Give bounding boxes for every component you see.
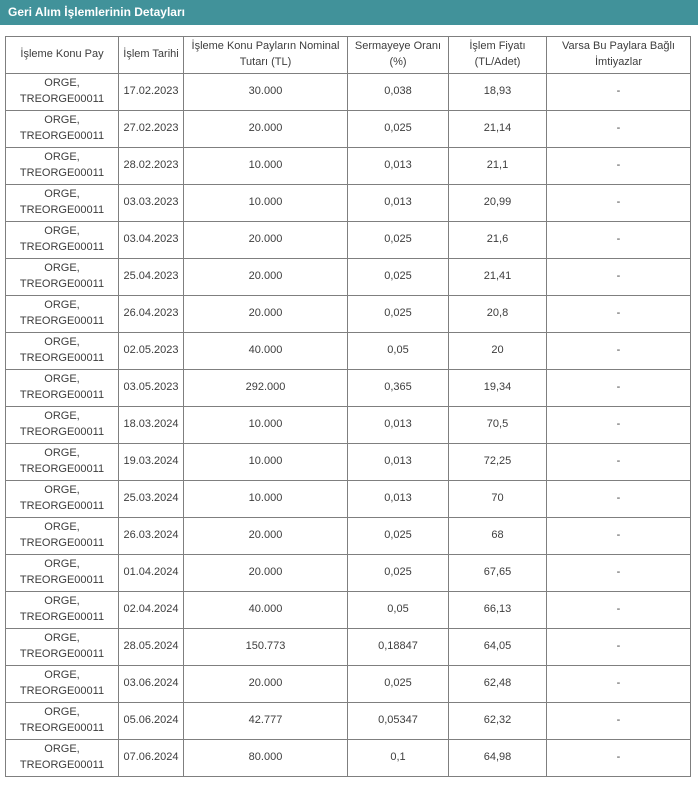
cell-date: 05.06.2024 [119, 702, 184, 739]
cell-price: 64,98 [449, 739, 547, 776]
cell-share: ORGE, TREORGE00011 [6, 110, 119, 147]
cell-privileges: - [547, 443, 691, 480]
cell-nominal: 10.000 [184, 480, 348, 517]
cell-ratio: 0,013 [348, 443, 449, 480]
cell-date: 28.02.2023 [119, 147, 184, 184]
cell-date: 19.03.2024 [119, 443, 184, 480]
cell-privileges: - [547, 110, 691, 147]
cell-share: ORGE, TREORGE00011 [6, 554, 119, 591]
cell-date: 03.03.2023 [119, 184, 184, 221]
cell-share: ORGE, TREORGE00011 [6, 591, 119, 628]
cell-share: ORGE, TREORGE00011 [6, 221, 119, 258]
cell-price: 72,25 [449, 443, 547, 480]
table-header-row [6, 37, 691, 74]
cell-share: ORGE, TREORGE00011 [6, 739, 119, 776]
table-row [6, 628, 691, 665]
cell-nominal: 42.777 [184, 702, 348, 739]
cell-nominal: 10.000 [184, 406, 348, 443]
cell-privileges: - [547, 295, 691, 332]
cell-nominal: 150.773 [184, 628, 348, 665]
cell-nominal: 40.000 [184, 591, 348, 628]
cell-share: ORGE, TREORGE00011 [6, 480, 119, 517]
section-title: Geri Alım İşlemlerinin Detayları [8, 5, 185, 19]
table-row [6, 554, 691, 591]
cell-privileges: - [547, 554, 691, 591]
cell-privileges: - [547, 739, 691, 776]
table-row [6, 443, 691, 480]
column-header-nominal: İşleme Konu Payların Nominal Tutarı (TL) [184, 37, 348, 74]
cell-date: 02.04.2024 [119, 591, 184, 628]
cell-ratio: 0,025 [348, 554, 449, 591]
cell-share: ORGE, TREORGE00011 [6, 147, 119, 184]
cell-nominal: 20.000 [184, 295, 348, 332]
cell-privileges: - [547, 517, 691, 554]
cell-share: ORGE, TREORGE00011 [6, 665, 119, 702]
cell-ratio: 0,18847 [348, 628, 449, 665]
cell-ratio: 0,025 [348, 665, 449, 702]
cell-privileges: - [547, 258, 691, 295]
cell-date: 03.06.2024 [119, 665, 184, 702]
cell-date: 26.04.2023 [119, 295, 184, 332]
cell-privileges: - [547, 628, 691, 665]
cell-nominal: 40.000 [184, 332, 348, 369]
cell-nominal: 20.000 [184, 665, 348, 702]
cell-price: 68 [449, 517, 547, 554]
cell-privileges: - [547, 480, 691, 517]
cell-price: 21,6 [449, 221, 547, 258]
cell-price: 20,8 [449, 295, 547, 332]
cell-date: 25.04.2023 [119, 258, 184, 295]
cell-share: ORGE, TREORGE00011 [6, 628, 119, 665]
table-row [6, 184, 691, 221]
cell-ratio: 0,025 [348, 258, 449, 295]
cell-share: ORGE, TREORGE00011 [6, 406, 119, 443]
cell-price: 66,13 [449, 591, 547, 628]
cell-nominal: 20.000 [184, 554, 348, 591]
cell-date: 01.04.2024 [119, 554, 184, 591]
table-row [6, 369, 691, 406]
table-row [6, 73, 691, 110]
cell-nominal: 20.000 [184, 221, 348, 258]
cell-ratio: 0,013 [348, 480, 449, 517]
cell-nominal: 10.000 [184, 184, 348, 221]
cell-share: ORGE, TREORGE00011 [6, 443, 119, 480]
column-header-share: İşleme Konu Pay [6, 37, 119, 74]
cell-privileges: - [547, 221, 691, 258]
table-row [6, 517, 691, 554]
cell-price: 21,1 [449, 147, 547, 184]
cell-ratio: 0,013 [348, 406, 449, 443]
cell-privileges: - [547, 702, 691, 739]
cell-nominal: 20.000 [184, 517, 348, 554]
cell-nominal: 30.000 [184, 73, 348, 110]
cell-privileges: - [547, 332, 691, 369]
cell-price: 21,41 [449, 258, 547, 295]
cell-share: ORGE, TREORGE00011 [6, 73, 119, 110]
section-title-bar [0, 0, 698, 25]
cell-date: 02.05.2023 [119, 332, 184, 369]
cell-price: 62,32 [449, 702, 547, 739]
cell-privileges: - [547, 406, 691, 443]
table-row [6, 591, 691, 628]
cell-date: 03.04.2023 [119, 221, 184, 258]
cell-date: 25.03.2024 [119, 480, 184, 517]
table-row [6, 110, 691, 147]
cell-nominal: 20.000 [184, 110, 348, 147]
cell-date: 18.03.2024 [119, 406, 184, 443]
cell-ratio: 0,013 [348, 184, 449, 221]
cell-price: 21,14 [449, 110, 547, 147]
column-header-ratio: Sermayeye Oranı (%) [348, 37, 449, 74]
table-row [6, 258, 691, 295]
cell-privileges: - [547, 147, 691, 184]
cell-date: 27.02.2023 [119, 110, 184, 147]
cell-price: 18,93 [449, 73, 547, 110]
cell-date: 03.05.2023 [119, 369, 184, 406]
cell-ratio: 0,025 [348, 517, 449, 554]
cell-privileges: - [547, 591, 691, 628]
cell-nominal: 292.000 [184, 369, 348, 406]
cell-ratio: 0,05 [348, 332, 449, 369]
table-row [6, 295, 691, 332]
cell-nominal: 20.000 [184, 258, 348, 295]
table-body [6, 73, 691, 776]
cell-share: ORGE, TREORGE00011 [6, 369, 119, 406]
cell-date: 28.05.2024 [119, 628, 184, 665]
table-row [6, 665, 691, 702]
cell-ratio: 0,1 [348, 739, 449, 776]
cell-price: 19,34 [449, 369, 547, 406]
cell-share: ORGE, TREORGE00011 [6, 702, 119, 739]
cell-price: 20 [449, 332, 547, 369]
cell-ratio: 0,05347 [348, 702, 449, 739]
column-header-privileges: Varsa Bu Paylara Bağlı İmtiyazlar [547, 37, 691, 74]
cell-ratio: 0,05 [348, 591, 449, 628]
table-row [6, 480, 691, 517]
table-row [6, 332, 691, 369]
cell-price: 67,65 [449, 554, 547, 591]
cell-ratio: 0,025 [348, 110, 449, 147]
cell-share: ORGE, TREORGE00011 [6, 517, 119, 554]
table-header [6, 37, 691, 74]
column-header-price: İşlem Fiyatı (TL/Adet) [449, 37, 547, 74]
cell-date: 17.02.2023 [119, 73, 184, 110]
cell-ratio: 0,025 [348, 221, 449, 258]
table-row [6, 406, 691, 443]
cell-privileges: - [547, 73, 691, 110]
cell-ratio: 0,038 [348, 73, 449, 110]
table-container [5, 36, 690, 777]
cell-nominal: 10.000 [184, 147, 348, 184]
table-row [6, 739, 691, 776]
cell-ratio: 0,025 [348, 295, 449, 332]
cell-price: 62,48 [449, 665, 547, 702]
cell-nominal: 10.000 [184, 443, 348, 480]
table-row [6, 221, 691, 258]
cell-privileges: - [547, 369, 691, 406]
cell-price: 70,5 [449, 406, 547, 443]
cell-privileges: - [547, 184, 691, 221]
cell-share: ORGE, TREORGE00011 [6, 295, 119, 332]
table-row [6, 147, 691, 184]
cell-share: ORGE, TREORGE00011 [6, 258, 119, 295]
cell-privileges: - [547, 665, 691, 702]
cell-price: 64,05 [449, 628, 547, 665]
buyback-transactions-table [5, 36, 691, 777]
cell-share: ORGE, TREORGE00011 [6, 332, 119, 369]
table-row [6, 702, 691, 739]
cell-ratio: 0,013 [348, 147, 449, 184]
cell-ratio: 0,365 [348, 369, 449, 406]
cell-price: 70 [449, 480, 547, 517]
cell-date: 07.06.2024 [119, 739, 184, 776]
cell-price: 20,99 [449, 184, 547, 221]
column-header-date: İşlem Tarihi [119, 37, 184, 74]
cell-date: 26.03.2024 [119, 517, 184, 554]
cell-nominal: 80.000 [184, 739, 348, 776]
cell-share: ORGE, TREORGE00011 [6, 184, 119, 221]
